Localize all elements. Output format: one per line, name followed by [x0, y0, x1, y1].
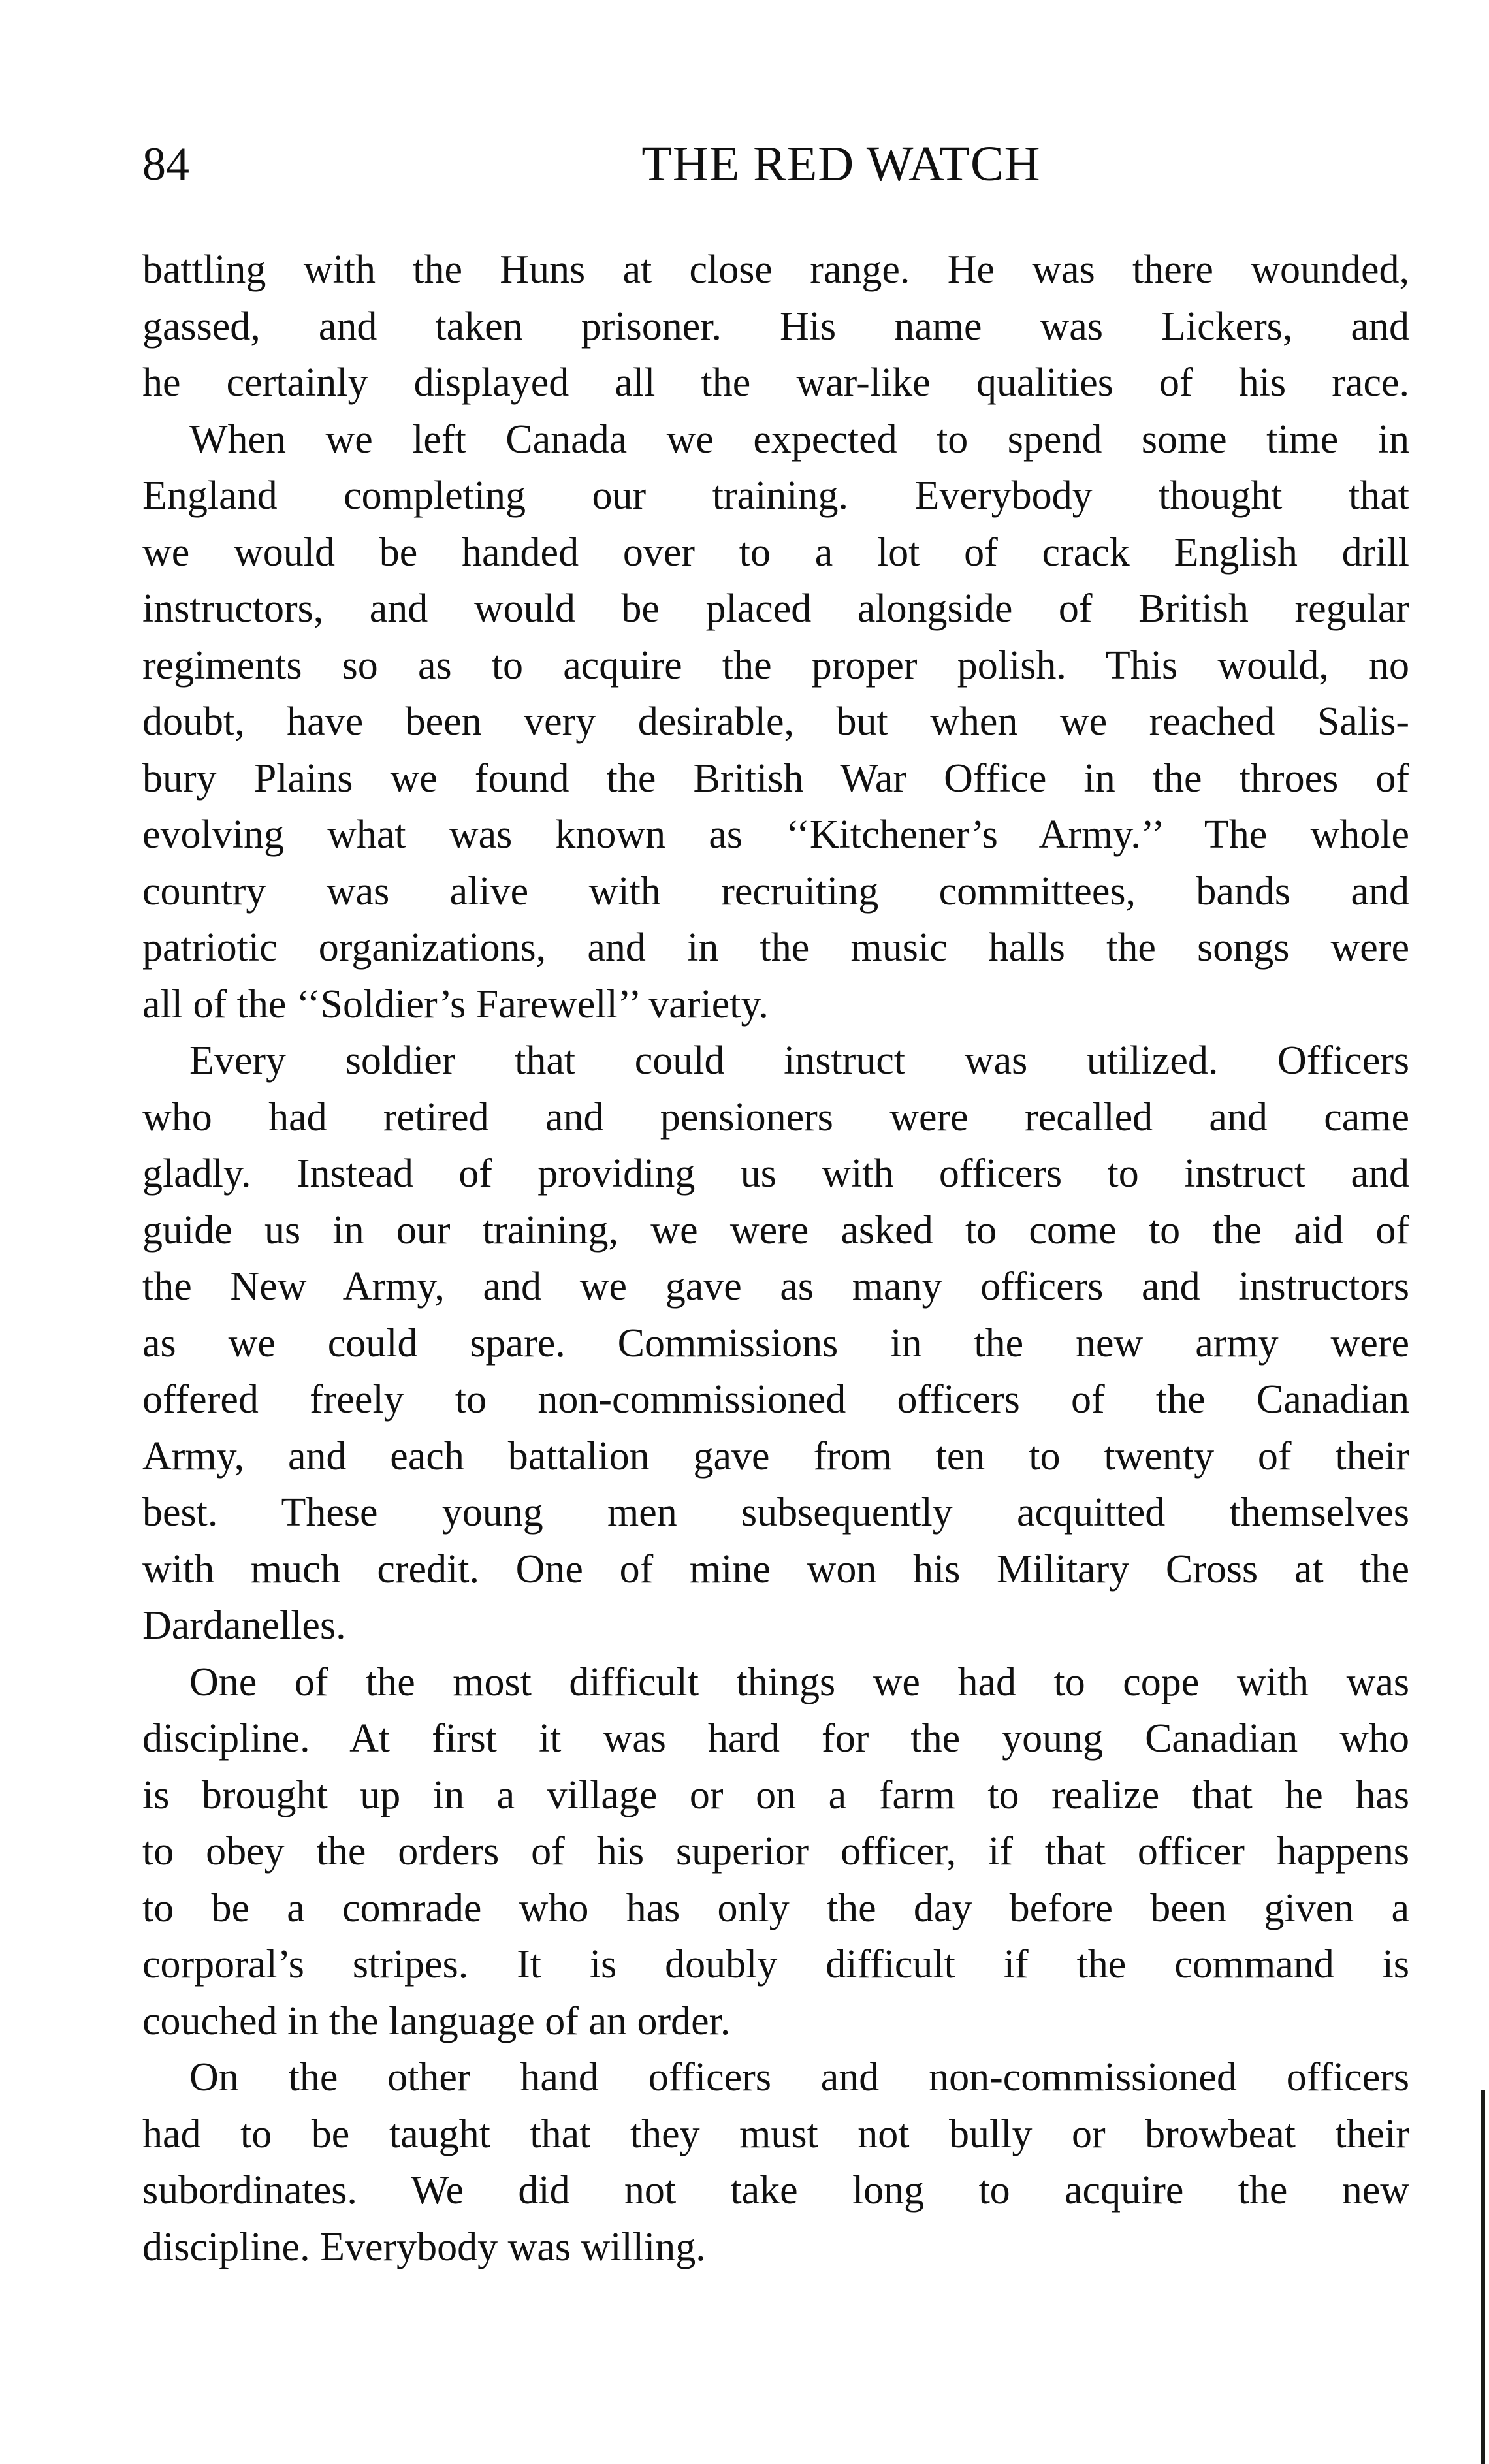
text-line: battling with the Huns at close range. He was there wounded, — [142, 248, 1409, 292]
text-line: is brought up in a village or on a farm to realize that he has — [142, 1772, 1409, 1817]
text-line: to be a comrade who has only the day before been given a — [142, 1885, 1409, 1930]
page-header — [142, 128, 1409, 200]
paragraph — [142, 242, 1409, 411]
text-line: to obey the orders of his superior officer, if that officer happens — [142, 1829, 1409, 1874]
text-line: subordinates. We did not take long to acquire the new — [142, 2168, 1409, 2213]
text-line: One of the most difficult things we had to cope with was — [189, 1659, 1409, 1704]
text-line: as we could spare. Commissions in the new army were — [142, 1320, 1409, 1366]
text-line: corporal’s stripes. It is doubly difficult if the command is — [142, 1942, 1409, 1987]
text-line: he certainly displayed all the war-like qualities of his race. — [142, 360, 1409, 405]
paragraph — [142, 1654, 1409, 2050]
page-number: 84 — [142, 138, 189, 190]
text-line: England completing our training. Everybody thought that — [142, 473, 1409, 518]
text-line: country was alive with recruiting committees, bands and — [142, 869, 1409, 914]
text-line: guide us in our training, we were asked to come to the aid of — [142, 1208, 1409, 1253]
text-line: gassed, and taken prisoner. His name was Lickers, and — [142, 304, 1409, 349]
paragraph — [142, 2049, 1409, 2275]
text-line: had to be taught that they must not bully or browbeat their — [142, 2111, 1409, 2156]
text-line: offered freely to non-commissioned officers of the Canadian — [142, 1377, 1409, 1422]
text-line: best. These young men subsequently acquitted themselves — [142, 1490, 1409, 1535]
text-line: patriotic organizations, and in the music halls the songs were — [142, 925, 1409, 970]
text-line: the New Army, and we gave as many officers and instructors — [142, 1264, 1409, 1309]
text-line: discipline. At first it was hard for the young Canadian who — [142, 1716, 1409, 1761]
text-line: Army, and each battalion gave from ten to twenty of their — [142, 1433, 1409, 1479]
text-line: all of the ‘‘Soldier’s Farewell’’ variety. — [142, 982, 769, 1027]
text-line: we would be handed over to a lot of crack English drill — [142, 530, 1409, 575]
page-edge-shadow — [1481, 2090, 1485, 2464]
text-line: evolving what was known as ‘‘Kitchener’s Army.’’ The whole — [142, 812, 1409, 857]
text-line: instructors, and would be placed alongside of British regular — [142, 586, 1409, 631]
running-head: THE RED WATCH — [641, 136, 1041, 191]
text-line: Every soldier that could instruct was utilized. Officers — [189, 1038, 1409, 1083]
text-line: doubt, have been very desirable, but when we reached Salis- — [142, 699, 1409, 744]
text-line: gladly. Instead of providing us with officers to instruct and — [142, 1151, 1409, 1196]
body-text — [142, 242, 1409, 2275]
text-line: On the other hand officers and non-commissioned officers — [189, 2055, 1409, 2100]
text-line: regiments so as to acquire the proper polish. This would, no — [142, 643, 1409, 688]
text-line: discipline. Everybody was willing. — [142, 2224, 706, 2269]
text-line: bury Plains we found the British War Office in the throes of — [142, 756, 1409, 801]
text-line: who had retired and pensioners were recalled and came — [142, 1095, 1409, 1140]
text-line: When we left Canada we expected to spend some time in — [189, 417, 1409, 462]
text-line: with much credit. One of mine won his Military Cross at the — [142, 1546, 1409, 1592]
text-line: Dardanelles. — [142, 1603, 346, 1648]
paragraph — [142, 1032, 1409, 1654]
text-line: couched in the language of an order. — [142, 1998, 731, 2043]
paragraph — [142, 411, 1409, 1033]
